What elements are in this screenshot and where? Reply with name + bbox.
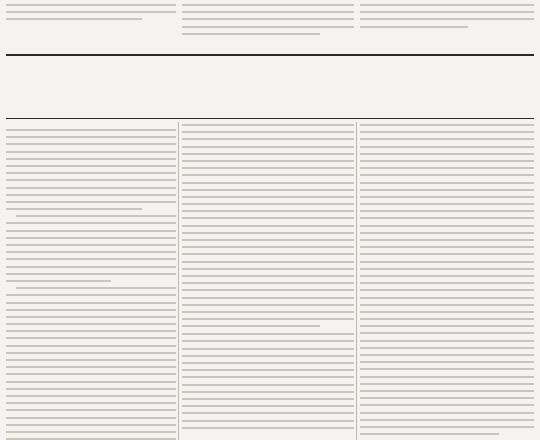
top-strip-middle-text <box>182 4 354 48</box>
left-body-text <box>6 129 176 440</box>
right-column <box>360 124 534 440</box>
left-column <box>6 124 176 440</box>
middle-body-text-upper <box>182 124 354 327</box>
top-strip-left-text <box>6 4 176 38</box>
middle-body-text-lower <box>182 333 354 428</box>
column-rule-1 <box>178 122 179 440</box>
top-divider <box>6 54 534 56</box>
column-rule-2 <box>356 122 357 440</box>
middle-column <box>182 124 354 440</box>
top-strip-right-text <box>360 4 534 38</box>
headline-divider <box>6 118 534 119</box>
right-body-text-upper <box>360 124 534 435</box>
